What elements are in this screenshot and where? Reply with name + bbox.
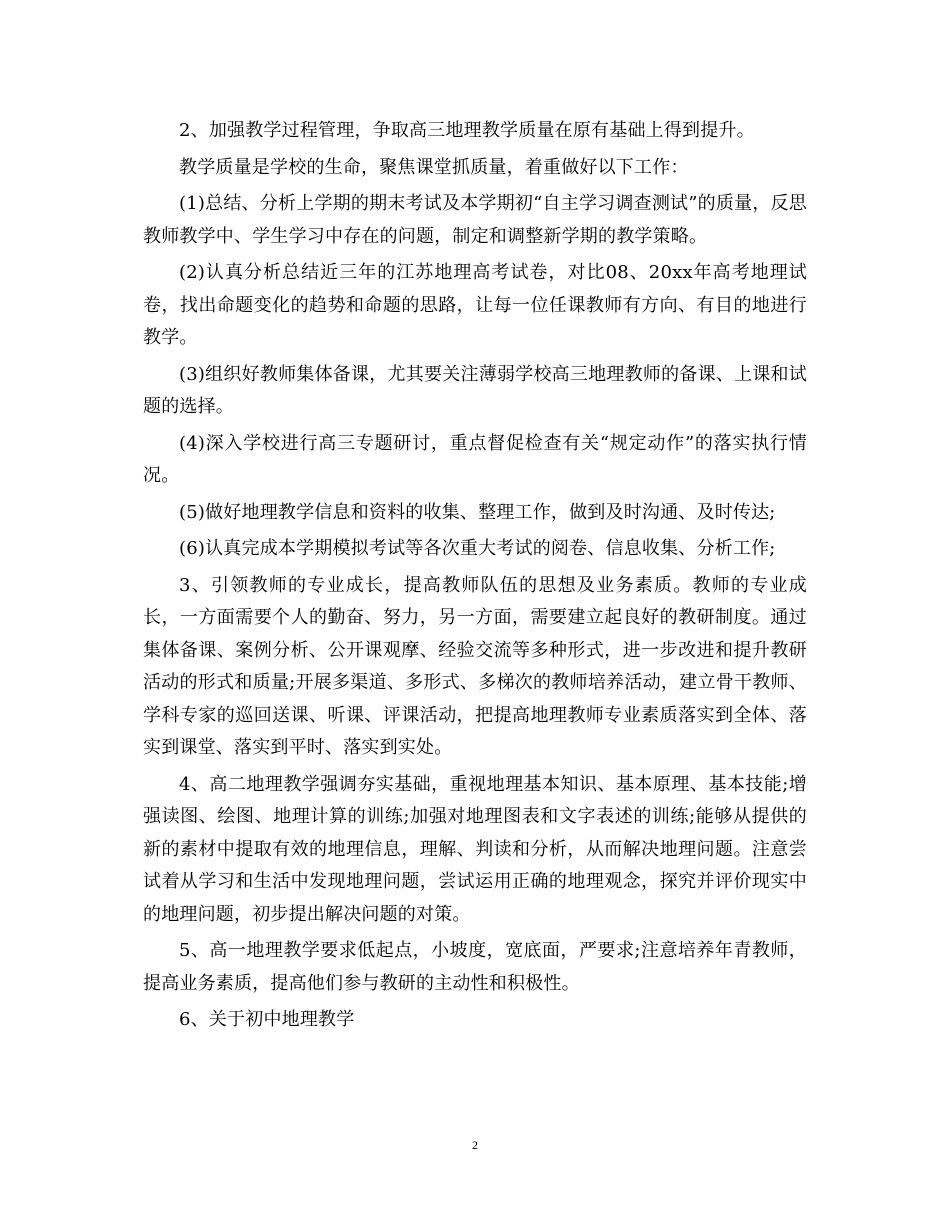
paragraph-sub-3: (3)组织好教师集体备课，尤其要关注薄弱学校高三地理教师的备课、上课和试题的选择。 xyxy=(143,363,807,417)
paragraph-item-3: 3、引领教师的专业成长，提高教师队伍的思想及业务素质。教师的专业成长，一方面需要个人的勤奋、努力，另一方面，需要建立起良好的教研制度。通过集体备课、案例分析、公开课观摩、经验交流等多种形式，进一步改进和提升教研活动的形式和质量;开展多渠道、多形式、多梯次的教师培养活动，建立骨干教师、学科专家的巡回送课、听课、评课活动，把提高地理教师专业素质落实到全体、落实到课堂、落实到平时、落实到实处。 xyxy=(143,574,807,758)
paragraph-item-6: 6、关于初中地理教学 xyxy=(179,1009,355,1030)
paragraph-item-4: 4、高二地理教学强调夯实基础，重视地理基本知识、基本原理、基本技能;增强读图、绘图、地理计算的训练;加强对地理图表和文字表述的训练;能够从提供的新的素材中提取有效的地理信息，理解、判读和分析，从而解决地理问题。注意尝试着从学习和生活中发现地理问题，尝试运用正确的地理观念，探究并评价现实中的地理问题，初步提出解决问题的对策。 xyxy=(143,773,807,925)
page-number: 2 xyxy=(472,1138,478,1152)
paragraph-item-2: 2、加强教学过程管理，争取高三地理教学质量在原有基础上得到提升。 xyxy=(179,120,755,141)
paragraph-teaching-quality: 教学质量是学校的生命，聚焦课堂抓质量，着重做好以下工作： xyxy=(179,156,689,178)
paragraph-sub-2: (2)认真分析总结近三年的江苏地理高考试卷，对比08、20xx年高考地理试卷，找出命题变化的趋势和命题的思路，让每一位任课教师有方向、有目的地进行教学。 xyxy=(143,262,807,348)
paragraph-sub-5: (5)做好地理教学信息和资料的收集、整理工作，做到及时沟通、及时传达; xyxy=(179,501,776,523)
paragraph-sub-6: (6)认真完成本学期模拟考试等各次重大考试的阅卷、信息收集、分析工作; xyxy=(179,538,776,559)
paragraph-sub-4: (4)深入学校进行高三专题研讨，重点督促检查有关“规定动作”的落实执行情况。 xyxy=(143,432,807,486)
document-body xyxy=(143,115,807,1041)
paragraph-item-5: 5、高一地理教学要求低起点，小坡度，宽底面，严要求;注意培养年青教师，提高业务素质，提高他们参与教研的主动性和积极性。 xyxy=(143,940,807,994)
paragraph-sub-1: (1)总结、分析上学期的期末考试及本学期初“自主学习调查测试”的质量，反思教师教学中、学生学习中存在的问题，制定和调整新学期的教学策略。 xyxy=(143,193,807,247)
